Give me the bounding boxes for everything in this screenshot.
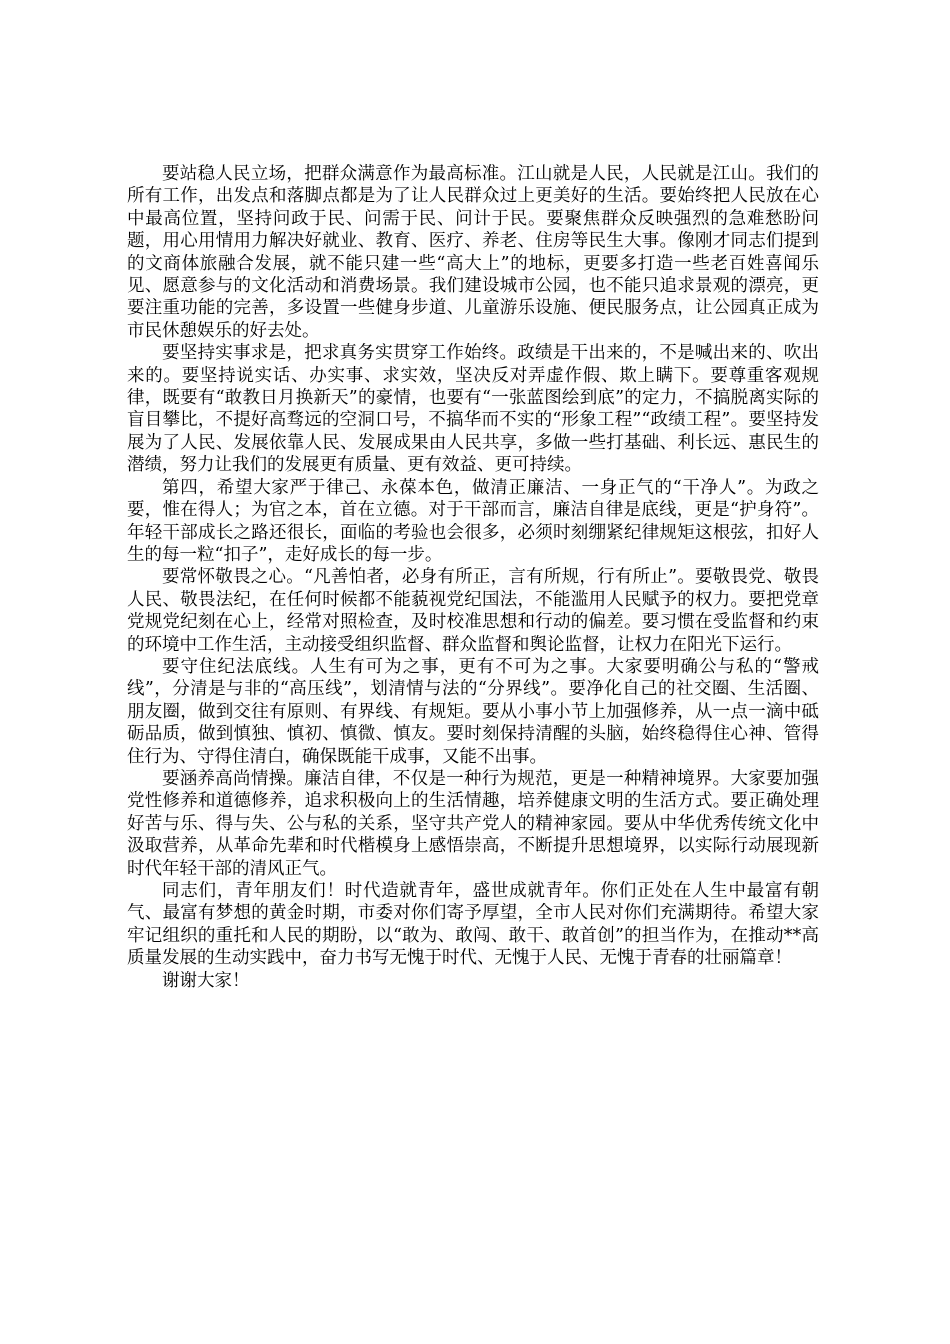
paragraph-reverence: 要常怀敬畏之心。“凡善怕者，必身有所正，言有所规，行有所止”。要敬畏党、敬畏人民、敬畏法纪，在任何时候都不能藐视党纪国法，不能滥用人民赋予的权力。要把党章党规党纪刻在心上，经常对照检查，及时校准思想和行动的偏差。要习惯在受监督和约束的环境中工作生活，主动接受组织监督、群众监督和舆论监督，让权力在阳光下运行。 [127,567,819,655]
paragraph-discipline-bottom-line: 要守住纪法底线。人生有可为之事，更有不可为之事。大家要明确公与私的“警戒线”，分清是与非的“高压线”，划清情与法的“分界线”。要净化自己的社交圈、生活圈、朋友圈，做到交往有原则、有界线、有规矩。要从小事小节上加强修养，从一点一滴中砥砺品质，做到慎独、慎初、慎微、慎友。要时刻保持清醒的头脑，始终稳得住心神、管得住行为、守得住清白，确保既能干成事，又能不出事。 [127,656,819,767]
paragraph-fourth-integrity: 第四，希望大家严于律己、永葆本色，做清正廉洁、一身正气的“干净人”。为政之要，惟在得人；为官之本，首在立德。对于干部而言，廉洁自律是底线，更是“护身符”。年轻干部成长之路还很长，面临的考验也会很多，必须时刻绷紧纪律规矩这根弦，扣好人生的每一粒“扣子”，走好成长的每一步。 [127,477,819,565]
paragraph-seek-truth: 要坚持实事求是，把求真务实贯穿工作始终。政绩是干出来的，不是喊出来的、吹出来的。要坚持说实话、办实事、求实效，坚决反对弄虚作假、欺上瞒下。要尊重客观规律，既要有“敢教日月换新天”的豪情，也要有“一张蓝图绘到底”的定力，不搞脱离实际的盲目攀比，不提好高骛远的空洞口号，不搞华而不实的“形象工程”“政绩工程”。要坚持发展为了人民、发展依靠人民、发展成果由人民共享，多做一些打基础、利长远、惠民生的潜绩，努力让我们的发展更有质量、更有效益、更可持续。 [127,343,819,476]
paragraph-noble-sentiment: 要涵养高尚情操。廉洁自律，不仅是一种行为规范，更是一种精神境界。大家要加强党性修养和道德修养，追求积极向上的生活情趣，培养健康文明的生活方式。要正确处理好苦与乐、得与失、公与私的关系，坚守共产党人的精神家园。要从中华优秀传统文化中汲取营养，从革命先辈和时代楷模身上感悟崇高，不断提升思想境界，以实际行动展现新时代年轻干部的清风正气。 [127,768,819,879]
paragraph-people-stance: 要站稳人民立场，把群众满意作为最高标准。江山就是人民，人民就是江山。我们的所有工作，出发点和落脚点都是为了让人民群众过上更美好的生活。要始终把人民放在心中最高位置，坚持问政于民、问需于民、问计于民。要聚焦群众反映强烈的急难愁盼问题，用心用情用力解决好就业、教育、医疗、养老、住房等民生大事。像刚才同志们提到的文商体旅融合发展，就不能只建一些“高大上”的地标，更要多打造一些老百姓喜闻乐见、愿意参与的文化活动和消费场景。我们建设城市公园，也不能只追求景观的漂亮，更要注重功能的完善，多设置一些健身步道、儿童游乐设施、便民服务点，让公园真正成为市民休憩娱乐的好去处。 [127,164,819,341]
document-body [127,163,819,992]
paragraph-closing-address: 同志们，青年朋友们！时代造就青年，盛世成就青年。你们正处在人生中最富有朝气、最富有梦想的黄金时期，市委对你们寄予厚望，全市人民对你们充满期待。希望大家牢记组织的重托和人民的期盼，以“敢为、敢闯、敢干、敢首创”的担当作为，在推动**高质量发展的生动实践中，奋力书写无愧于时代、无愧于人民、无愧于青春的壮丽篇章！ [127,881,819,969]
paragraph-thanks: 谢谢大家！ [162,970,250,991]
